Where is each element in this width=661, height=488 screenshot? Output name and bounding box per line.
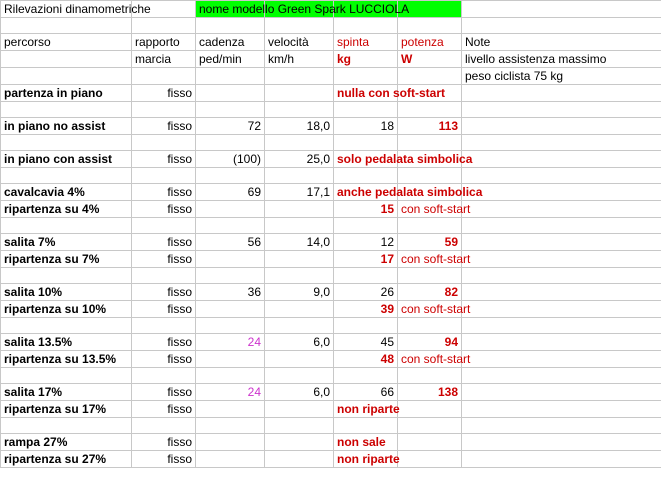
cell-empty[interactable] [132,368,196,384]
cell-empty[interactable] [462,418,661,434]
table-row [1,284,661,301]
cell-empty[interactable] [196,418,265,434]
cell-spinta[interactable]: nulla con soft-start [334,85,398,102]
cell-rapporto[interactable]: fisso [132,351,196,368]
cell-percorso[interactable]: rampa 27% [1,434,132,451]
cell-empty[interactable] [462,102,661,118]
table-row [1,201,661,218]
cell-spinta[interactable]: non riparte [334,401,398,418]
cell-empty[interactable] [265,68,334,85]
cell-velocita[interactable] [265,201,334,218]
cell-percorso[interactable]: cavalcavia 4% [1,184,132,201]
cell-empty[interactable] [132,418,196,434]
cell-potenza[interactable]: 94 [398,334,462,351]
cell-cadenza[interactable] [196,434,265,451]
cell-note[interactable] [462,284,661,301]
table-row [1,118,661,135]
table-row [1,151,661,168]
cell-empty[interactable] [334,368,398,384]
cell-empty[interactable] [1,318,132,334]
cell-velocita[interactable] [265,251,334,268]
cell-empty[interactable] [398,418,462,434]
table-row [1,184,661,201]
cell-note[interactable] [462,301,661,318]
cell-empty[interactable] [1,51,132,68]
cell-empty[interactable] [398,102,462,118]
header-potenza[interactable]: potenza [398,34,462,51]
cell-empty[interactable] [462,135,661,151]
cell-potenza[interactable] [398,434,462,451]
note-row [1,68,661,85]
header-note[interactable]: Note [462,34,661,51]
cell-note[interactable] [462,234,661,251]
cell-velocita[interactable]: 18,0 [265,118,334,135]
unit-cadenza[interactable]: ped/min [196,51,265,68]
cell-spinta[interactable]: non sale [334,434,398,451]
cell-empty[interactable] [398,268,462,284]
cell-percorso[interactable]: in piano no assist [1,118,132,135]
cell-note[interactable] [462,184,661,201]
cell-percorso[interactable]: ripartenza su 27% [1,451,132,468]
cell-rapporto[interactable]: fisso [132,284,196,301]
title-row [1,1,661,18]
cell-potenza[interactable] [398,451,462,468]
cell-percorso[interactable]: ripartenza su 13.5% [1,351,132,368]
cell-spinta[interactable]: 39 [334,301,398,318]
cell-empty[interactable] [196,268,265,284]
cell-cadenza[interactable]: 69 [196,184,265,201]
cell-empty[interactable] [334,18,398,34]
cell-percorso[interactable]: in piano con assist [1,151,132,168]
cell-empty[interactable] [196,168,265,184]
cell-empty[interactable] [462,1,661,18]
cell-empty[interactable] [462,368,661,384]
blank-row [1,368,661,384]
cell-empty[interactable] [196,135,265,151]
cell-empty[interactable] [196,68,265,85]
blank-row [1,102,661,118]
cell-rapporto[interactable]: fisso [132,334,196,351]
sheet-title: Rilevazioni dinamometriche [4,2,151,16]
cell-percorso[interactable]: salita 17% [1,384,132,401]
cell-rapporto[interactable]: fisso [132,151,196,168]
cell-empty[interactable] [132,318,196,334]
cell-potenza[interactable]: 59 [398,234,462,251]
cell-velocita[interactable] [265,301,334,318]
table-row [1,234,661,251]
cell-note[interactable] [462,334,661,351]
cell-note[interactable] [462,201,661,218]
cell-velocita[interactable]: 17,1 [265,184,334,201]
cell-spinta[interactable]: 48 [334,351,398,368]
cell-empty[interactable] [398,318,462,334]
cell-empty[interactable] [265,268,334,284]
cell-empty[interactable] [196,318,265,334]
cell-empty[interactable] [1,68,132,85]
header-rapporto[interactable]: rapporto [132,34,196,51]
cell-note[interactable] [462,118,661,135]
cell-velocita[interactable]: 9,0 [265,284,334,301]
cell-spinta[interactable]: 45 [334,334,398,351]
cell-empty[interactable] [462,18,661,34]
cell-note[interactable] [462,351,661,368]
cell-empty[interactable] [132,68,196,85]
cell-cadenza[interactable]: (100) [196,151,265,168]
cell-cadenza[interactable] [196,251,265,268]
cell-cadenza[interactable]: 24 [196,384,265,401]
cell-empty[interactable] [462,218,661,234]
cell-spinta[interactable]: 66 [334,384,398,401]
blank-row [1,135,661,151]
cell-empty[interactable] [462,318,661,334]
blank-row [1,18,661,34]
cell-rapporto[interactable]: fisso [132,201,196,218]
cell-empty[interactable] [132,18,196,34]
cell-rapporto[interactable]: fisso [132,184,196,201]
table-row [1,251,661,268]
cell-cadenza[interactable]: 36 [196,284,265,301]
cell-empty[interactable] [132,168,196,184]
cell-rapporto[interactable]: fisso [132,434,196,451]
cell-potenza[interactable]: con soft-start [398,351,462,368]
cell-percorso[interactable]: salita 10% [1,284,132,301]
cell-potenza[interactable]: 113 [398,118,462,135]
cell-empty[interactable] [398,218,462,234]
cell-spinta[interactable]: 12 [334,234,398,251]
cell-potenza[interactable]: 82 [398,284,462,301]
cell-sheet-title[interactable] [1,1,151,18]
cell-empty[interactable] [196,102,265,118]
cell-spinta[interactable]: non riparte [334,451,398,468]
cell-empty[interactable] [334,268,398,284]
cell-empty[interactable] [1,218,132,234]
cell-cadenza[interactable] [196,451,265,468]
blank-row [1,318,661,334]
cell-rapporto[interactable]: fisso [132,401,196,418]
table-row [1,434,661,451]
cell-cadenza[interactable]: 72 [196,118,265,135]
cell-empty[interactable] [1,168,132,184]
cell-note[interactable] [462,251,661,268]
table-row [1,384,661,401]
cell-spinta[interactable]: 17 [334,251,398,268]
cell-empty[interactable] [334,135,398,151]
cell-velocita[interactable] [265,351,334,368]
cell-model-name[interactable] [196,1,410,18]
note-line-1[interactable]: livello assistenza massimo [462,51,661,68]
cell-velocita[interactable]: 14,0 [265,234,334,251]
blank-row [1,418,661,434]
table-row [1,334,661,351]
cell-empty[interactable] [265,218,334,234]
cell-empty[interactable] [334,102,398,118]
cell-cadenza[interactable] [196,201,265,218]
cell-empty[interactable] [132,102,196,118]
cell-cadenza[interactable] [196,301,265,318]
header-cadenza[interactable]: cadenza [196,34,265,51]
cell-empty[interactable] [398,368,462,384]
cell-empty[interactable] [1,418,132,434]
cell-percorso[interactable]: salita 13.5% [1,334,132,351]
cell-spinta[interactable]: solo pedalata simbolica [334,151,398,168]
cell-percorso[interactable]: ripartenza su 4% [1,201,132,218]
cell-velocita[interactable] [265,85,334,102]
table-row [1,85,661,102]
cell-potenza[interactable]: con soft-start [398,251,462,268]
cell-empty[interactable] [265,18,334,34]
cell-rapporto[interactable]: fisso [132,451,196,468]
cell-empty[interactable] [1,102,132,118]
cell-rapporto[interactable]: fisso [132,234,196,251]
cell-empty[interactable] [265,318,334,334]
header-velocita[interactable]: velocità [265,34,334,51]
cell-empty[interactable] [462,168,661,184]
cell-empty[interactable] [132,268,196,284]
note-line-2[interactable]: peso ciclista 75 kg [462,68,661,85]
cell-note[interactable] [462,401,661,418]
cell-cadenza[interactable] [196,401,265,418]
cell-potenza[interactable]: con soft-start [398,201,462,218]
model-name: nome modello Green Spark LUCCIOLA [199,2,410,16]
cell-spinta[interactable]: 18 [334,118,398,135]
cell-cadenza[interactable] [196,351,265,368]
cell-percorso[interactable]: salita 7% [1,234,132,251]
cell-empty[interactable] [1,368,132,384]
cell-velocita[interactable] [265,401,334,418]
unit-potenza[interactable]: W [398,51,462,68]
cell-spinta[interactable]: 26 [334,284,398,301]
cell-rapporto[interactable]: fisso [132,384,196,401]
cell-rapporto[interactable]: fisso [132,118,196,135]
cell-note[interactable] [462,151,661,168]
cell-empty[interactable] [334,318,398,334]
cell-rapporto[interactable]: fisso [132,251,196,268]
cell-percorso[interactable]: ripartenza su 7% [1,251,132,268]
cell-empty[interactable] [398,135,462,151]
cell-empty[interactable] [265,168,334,184]
cell-cadenza[interactable] [196,85,265,102]
cell-empty[interactable] [334,168,398,184]
cell-empty[interactable] [398,68,462,85]
blank-row [1,218,661,234]
cell-empty[interactable] [265,102,334,118]
cell-potenza[interactable] [398,401,462,418]
cell-empty[interactable] [334,218,398,234]
cell-empty[interactable] [196,218,265,234]
cell-percorso[interactable]: ripartenza su 17% [1,401,132,418]
cell-cadenza[interactable]: 56 [196,234,265,251]
table-row [1,351,661,368]
cell-velocita[interactable] [265,434,334,451]
cell-percorso[interactable]: partenza in piano [1,85,132,102]
cell-empty[interactable] [265,418,334,434]
header-marcia[interactable]: marcia [132,51,196,68]
cell-rapporto[interactable]: fisso [132,301,196,318]
cell-velocita[interactable]: 25,0 [265,151,334,168]
cell-note[interactable] [462,451,661,468]
cell-empty[interactable] [398,18,462,34]
cell-velocita[interactable]: 6,0 [265,384,334,401]
cell-potenza[interactable]: con soft-start [398,301,462,318]
cell-potenza[interactable]: 138 [398,384,462,401]
table-row [1,401,661,418]
header-spinta[interactable]: spinta [334,34,398,51]
cell-empty[interactable] [1,268,132,284]
unit-velocita[interactable]: km/h [265,51,334,68]
header-row [1,34,661,51]
cell-empty[interactable] [132,135,196,151]
cell-percorso[interactable]: ripartenza su 10% [1,301,132,318]
blank-row [1,168,661,184]
table-row [1,301,661,318]
cell-empty[interactable] [1,18,132,34]
cell-spinta[interactable]: anche pedalata simbolica [334,184,398,201]
cell-empty[interactable] [398,168,462,184]
blank-row [1,268,661,284]
cell-empty[interactable] [196,18,265,34]
cell-cadenza[interactable]: 24 [196,334,265,351]
cell-note[interactable] [462,85,661,102]
units-row [1,51,661,68]
cell-empty[interactable] [196,368,265,384]
cell-note[interactable] [462,434,661,451]
cell-empty[interactable] [265,135,334,151]
cell-rapporto[interactable]: fisso [132,85,196,102]
cell-empty[interactable] [334,68,398,85]
table-row [1,451,661,468]
cell-empty[interactable] [462,268,661,284]
header-percorso[interactable]: percorso [1,34,132,51]
cell-note[interactable] [462,384,661,401]
cell-empty[interactable] [1,135,132,151]
cell-empty[interactable] [265,368,334,384]
unit-spinta[interactable]: kg [334,51,398,68]
cell-spinta[interactable]: 15 [334,201,398,218]
cell-empty[interactable] [334,418,398,434]
cell-velocita[interactable] [265,451,334,468]
cell-velocita[interactable]: 6,0 [265,334,334,351]
cell-empty[interactable] [132,218,196,234]
